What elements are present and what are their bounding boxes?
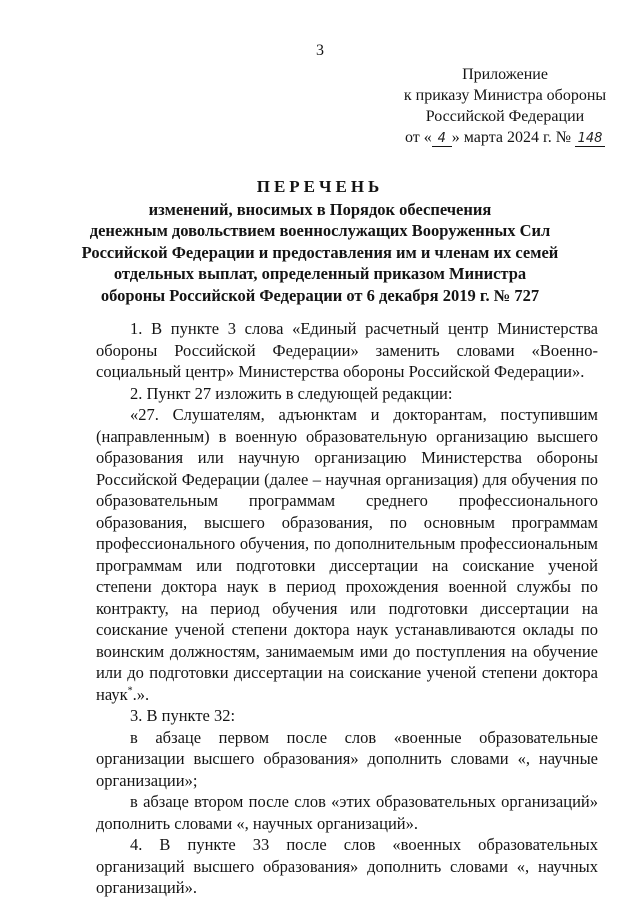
- document-title: ПЕРЕЧЕНЬ: [256, 177, 384, 196]
- document-body: [96, 318, 598, 899]
- item-1-paragraph: 1. В пункте 3 слова «Единый расчетный центр Министерства обороны Российской Федерации» заменить словами «Военно-социальный центр» Министерства обороны Российской Федерации».: [96, 319, 598, 381]
- item-4-paragraph: 4. В пункте 33 после слов «военных образовательных организаций высшего образования» дополнить словами «, научных организаций».: [96, 835, 598, 897]
- item-2-quote-end: .».: [132, 684, 150, 704]
- date-prefix: от «: [405, 129, 432, 146]
- appendix-order-ref: к приказу Министра обороны: [403, 87, 607, 104]
- title-line-3: Российской Федерации и предоставления им и членам их семей: [81, 242, 559, 262]
- appendix-label: Приложение: [462, 66, 548, 83]
- page-number: 3: [316, 42, 324, 59]
- item-2-quote-text: «27. Слушателям, адъюнктам и докторантам, поступившим (направленным) в военную образовательную организацию высшего образования или научную организацию Министерства обороны Российской Федерации (далее – научная организация) для обучения по образовательным программам среднего профессионального образования, высшего образования, по основным программам профессионального обучения, по дополнительным профессиональным программам или подготовки диссертации на соискание ученой степени доктора наук в период прохождения военной службы по контракту, на период обучения или подготовки диссертации на соискание ученой степени доктора наук устанавливаются оклады по воинским должностям, занимаемым ими до поступления на обучение или до подготовки диссертации на соискание ученой степени доктора наук: [96, 405, 598, 704]
- title-line-4: отдельных выплат, определенный приказом Министра: [113, 264, 527, 283]
- item-3-subparagraph-b: в абзаце втором после слов «этих образовательных организаций» дополнить словами «, научных организаций».: [96, 792, 598, 833]
- appendix-date-line: [390, 127, 620, 148]
- footnote-mark: *: [127, 685, 133, 696]
- handwritten-day: 4: [432, 132, 452, 147]
- title-line-1: изменений, вносимых в Порядок обеспечения: [148, 199, 492, 219]
- document-title-block: [40, 176, 600, 306]
- appendix-header: [390, 64, 620, 148]
- date-middle: » марта 2024 г. №: [451, 129, 571, 146]
- title-line-2: денежным довольствием военнослужащих Вооруженных Сил: [89, 221, 551, 240]
- item-2-quote-paragraph: [96, 404, 598, 705]
- item-3-paragraph: 3. В пункте 32:: [130, 706, 236, 725]
- item-2-paragraph: 2. Пункт 27 изложить в следующей редакции:: [130, 383, 453, 403]
- handwritten-order-number: 148: [575, 132, 605, 147]
- item-3-subparagraph-a: в абзаце первом после слов «военные образовательные организации высшего образования» дополнить словами «, научные организации»;: [96, 727, 598, 790]
- appendix-country: Российской Федерации: [425, 108, 585, 125]
- title-line-5: обороны Российской Федерации от 6 декабря 2019 г. № 727: [100, 285, 540, 305]
